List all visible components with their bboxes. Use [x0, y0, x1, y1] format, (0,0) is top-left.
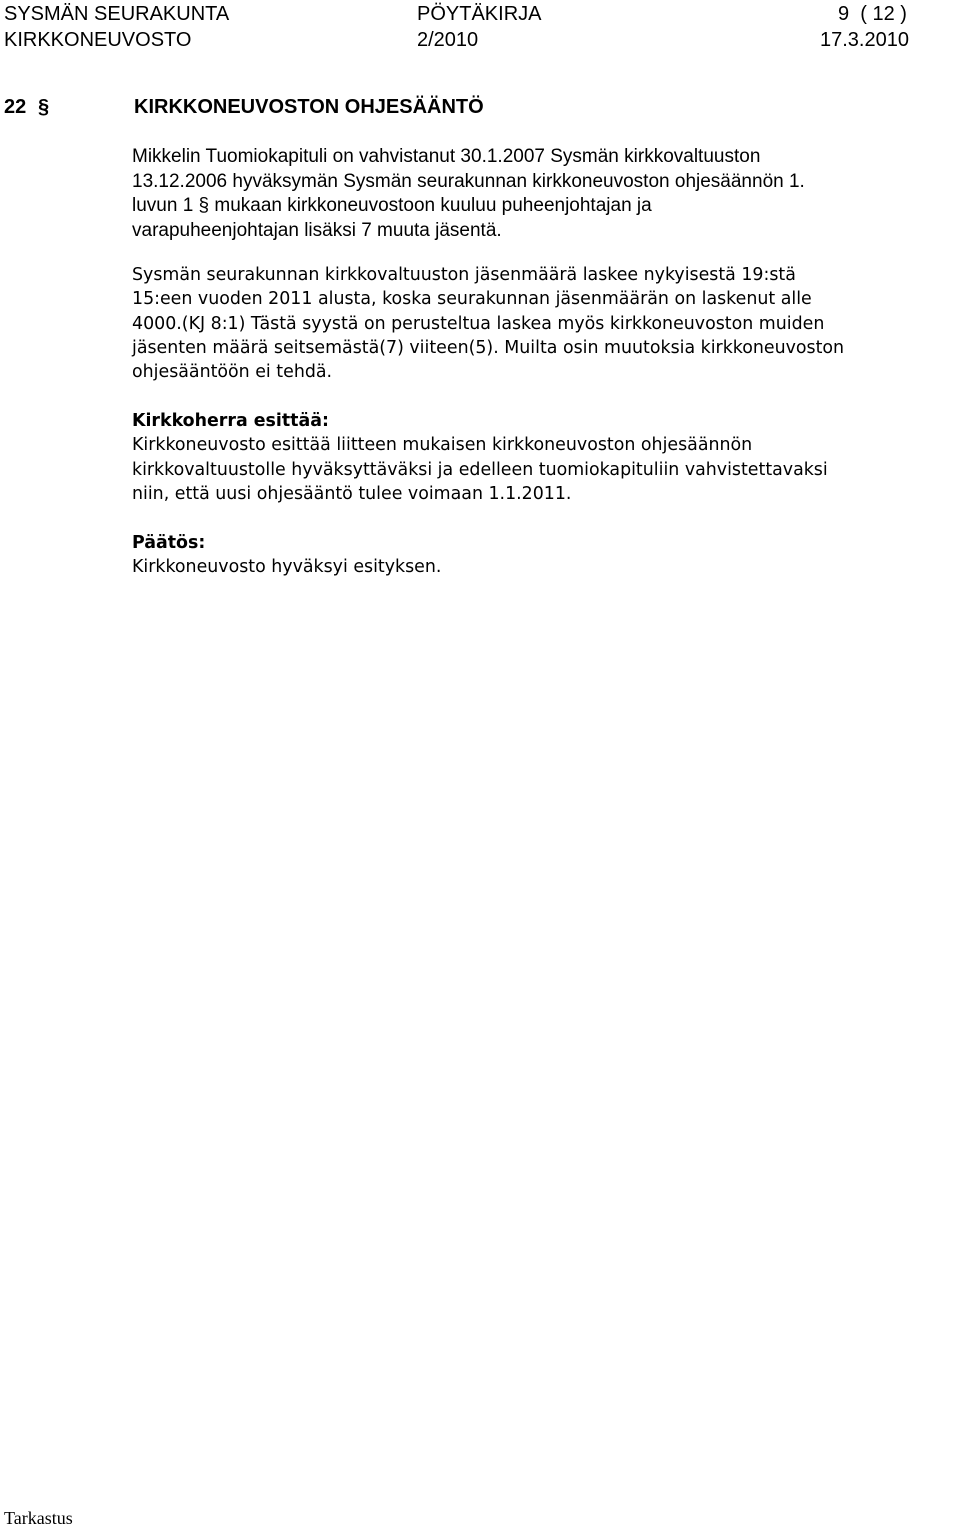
paragraph-line: Mikkelin Tuomiokapituli on vahvistanut 30.1.2007 Sysmän kirkkovaltuuston [132, 146, 761, 167]
paragraph-background [132, 145, 932, 243]
section-number: 22 [4, 96, 27, 118]
paragraph-membership-change [132, 263, 954, 384]
footer-review-label: Tarkastus [4, 1508, 73, 1528]
header-date: 17.3.2010 [820, 29, 909, 51]
header-doc-type: PÖYTÄKIRJA [417, 3, 542, 25]
paragraph-line: 4000.(KJ 8:1) Tästä syystä on perusteltua laskea myös kirkkoneuvoston muiden [132, 313, 825, 334]
decision-block [132, 531, 954, 580]
header-org: SYSMÄN SEURAKUNTA [4, 3, 230, 25]
proposal-line: kirkkovaltuustolle hyväksyttäväksi ja edelleen tuomiokapituliin vahvistettavaksi [132, 459, 828, 480]
proposal-block [132, 409, 954, 506]
decision-heading: Päätös: [132, 533, 206, 553]
proposal-heading: Kirkkoherra esittää: [132, 411, 329, 431]
paragraph-line: Sysmän seurakunnan kirkkovaltuuston jäsenmäärä laskee nykyisestä 19:stä [132, 265, 796, 285]
decision-text: Kirkkoneuvosto hyväksyi esityksen. [132, 557, 442, 578]
header-body: KIRKKONEUVOSTO [4, 29, 192, 51]
header-doc-number: 2/2010 [417, 29, 479, 51]
paragraph-line: ohjesääntöön ei tehdä. [132, 362, 333, 383]
paragraph-line: jäsenten määrä seitsemästä(7) viiteen(5). Muilta osin muutoksia kirkkoneuvoston [132, 337, 845, 358]
header-page-number: 9 ( 12 ) [838, 3, 907, 25]
proposal-line: niin, että uusi ohjesääntö tulee voimaan 1.1.2011. [132, 483, 572, 504]
paragraph-line: luvun 1 § mukaan kirkkoneuvostoon kuuluu puheenjohtajan ja [132, 195, 652, 216]
section-sign: § [38, 96, 50, 118]
paragraph-line: 13.12.2006 hyväksymän Sysmän seurakunnan kirkkoneuvoston ohjesäännön 1. [132, 170, 805, 192]
section-title: KIRKKONEUVOSTON OHJESÄÄNTÖ [134, 96, 484, 118]
paragraph-line: 15:een vuoden 2011 alusta, koska seurakunnan jäsenmäärän on laskenut alle [132, 289, 812, 310]
paragraph-line: varapuheenjohtajan lisäksi 7 muuta jäsentä. [132, 219, 502, 241]
proposal-line: Kirkkoneuvosto esittää liitteen mukaisen kirkkoneuvoston ohjesäännön [132, 435, 753, 456]
